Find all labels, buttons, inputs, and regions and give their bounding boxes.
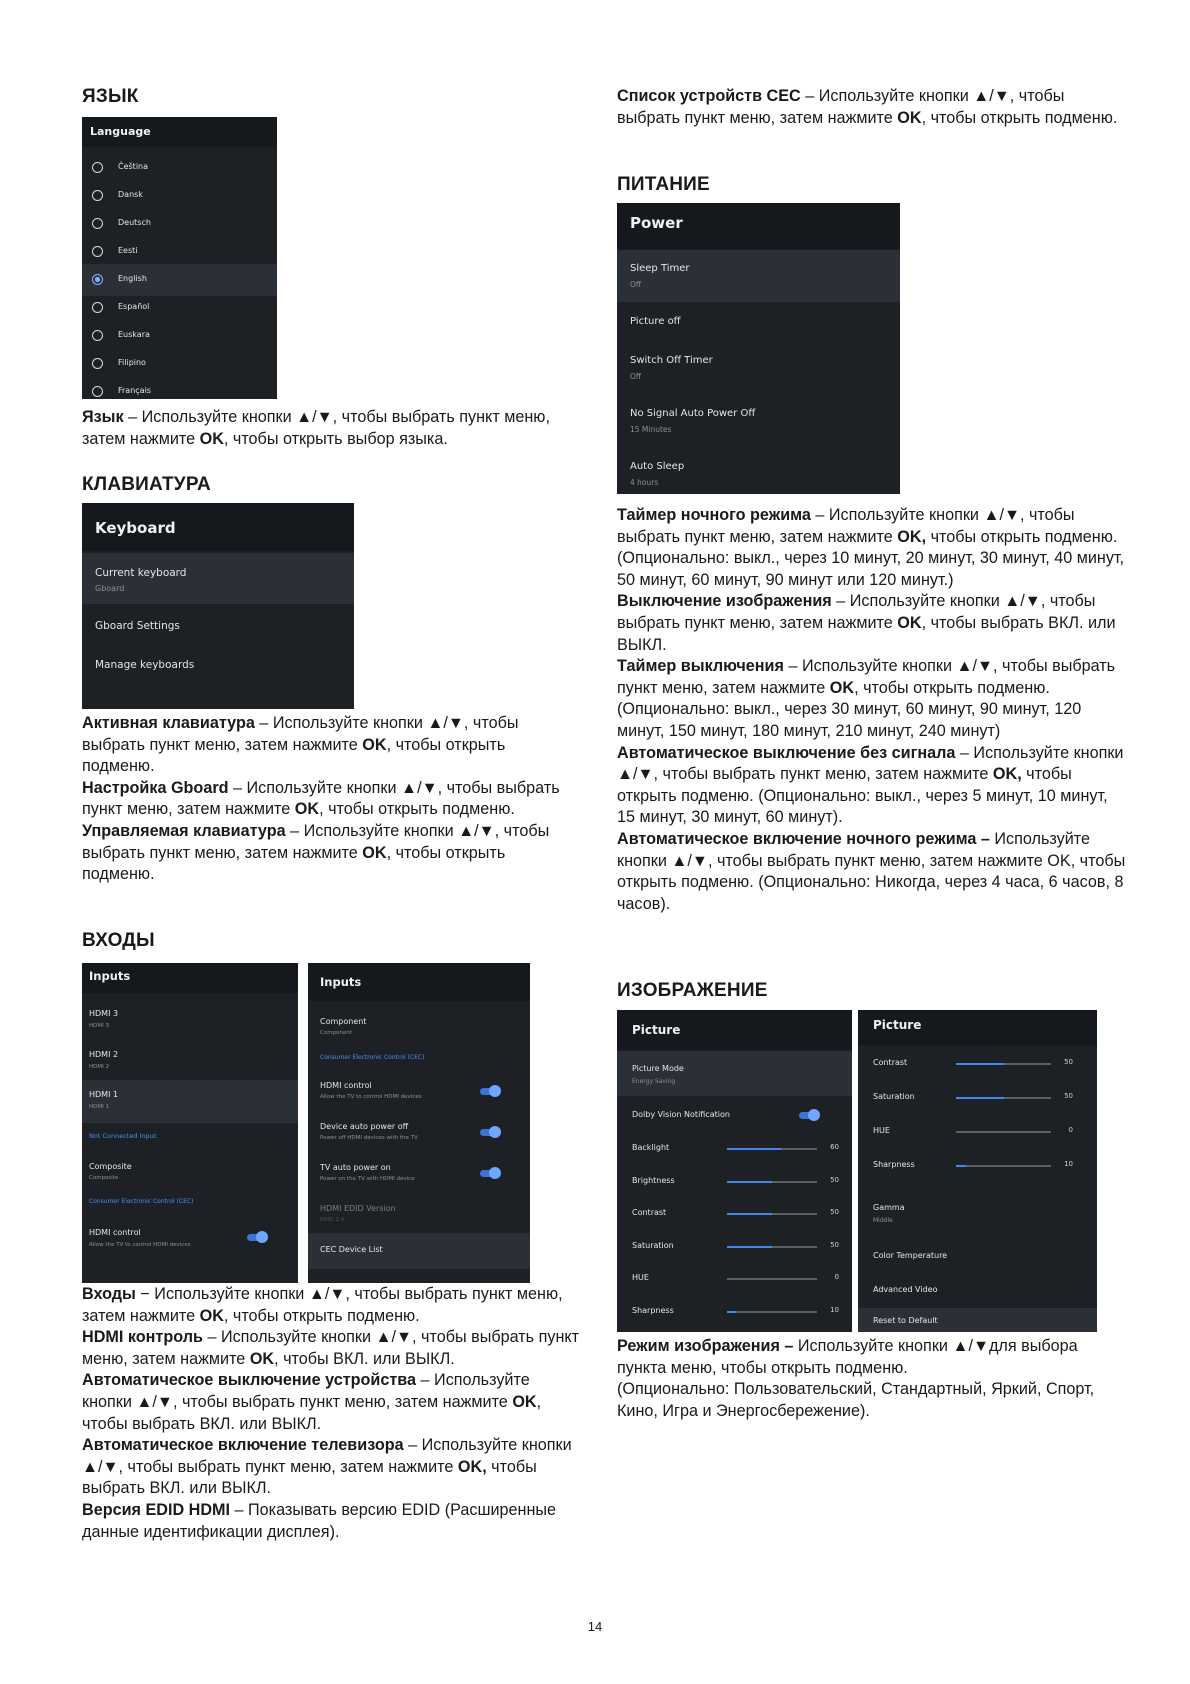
- toggle-switch[interactable]: [799, 1112, 817, 1119]
- language-option[interactable]: [82, 238, 277, 265]
- item-label: Composite: [89, 1162, 132, 1171]
- item-value: Off: [630, 280, 642, 289]
- term: Выключение изображения: [617, 592, 832, 611]
- item-label: HDMI control: [320, 1081, 372, 1090]
- term: Активная клавиатура: [82, 714, 255, 732]
- toggle-switch[interactable]: [480, 1129, 498, 1136]
- slider-value: 10: [1064, 1160, 1073, 1168]
- item-value: Middle: [873, 1217, 893, 1224]
- slider-label: Sharpness: [632, 1305, 674, 1315]
- text: , чтобы открыть подменю.: [223, 1306, 420, 1325]
- picture-description: [617, 1336, 1117, 1422]
- term: Версия EDID HDMI: [82, 1500, 231, 1519]
- paragraph: (Опционально: выкл., через 30 минут, 60 минут, 90 минут, 120 минут, 150 минут, 180 минут, 210 минут, 240 минут): [617, 700, 1082, 740]
- term: Список устройств CEC: [617, 87, 801, 105]
- language-label: Español: [118, 302, 150, 311]
- term: Автоматическое выключение устройства: [82, 1371, 417, 1390]
- language-option-selected[interactable]: [82, 264, 277, 296]
- paragraph: [82, 821, 580, 886]
- toggle-switch[interactable]: [480, 1088, 498, 1095]
- hdmi-control-toggle-row[interactable]: [82, 1222, 298, 1256]
- slider-row[interactable]: [617, 1265, 852, 1291]
- language-label: Euskara: [118, 330, 150, 339]
- item-value: HDMI 3: [89, 1023, 109, 1029]
- language-label: Filipino: [118, 358, 146, 367]
- item-label: Reset to Default: [873, 1316, 938, 1325]
- slider-label: Contrast: [632, 1208, 667, 1217]
- paragraph: [82, 1435, 582, 1500]
- item-label: Advanced Video: [873, 1285, 938, 1294]
- item-label: Sleep Timer: [630, 263, 690, 274]
- text: – Используйте кнопки ▲/▼, чтобы выбрать пункт меню, затем нажмите: [617, 506, 1075, 546]
- picture-off-item[interactable]: [617, 309, 900, 339]
- text: чтобы открыть подменю. (Опционально: выкл., через 5 минут, 10 минут, 15 минут, 30 минут, 60 минут).: [617, 765, 1108, 827]
- slider-fill: [727, 1246, 772, 1248]
- slider-track[interactable]: [727, 1311, 817, 1313]
- term: Таймер выключения: [617, 657, 784, 676]
- slider-value: 50: [830, 1175, 839, 1184]
- keyboard-description: [82, 713, 580, 886]
- inputs-screen-title: [308, 963, 530, 1001]
- slider-track[interactable]: [727, 1246, 817, 1248]
- radio-icon: [92, 218, 103, 229]
- paragraph: [82, 778, 580, 821]
- term: OK: [897, 613, 922, 632]
- toggle-switch[interactable]: [480, 1170, 498, 1177]
- item-value: Gboard: [95, 584, 125, 593]
- text: , чтобы ВКЛ. или ВЫКЛ.: [274, 1349, 455, 1368]
- current-keyboard-item[interactable]: [82, 553, 354, 604]
- language-option[interactable]: [82, 350, 277, 377]
- device-auto-power-off-row[interactable]: [308, 1116, 530, 1150]
- slider-fill: [956, 1063, 1004, 1065]
- gamma-item[interactable]: [858, 1197, 1097, 1231]
- item-label: Picture Mode: [632, 1064, 684, 1073]
- language-title: Language: [90, 125, 151, 138]
- slider-label: Brightness: [632, 1175, 675, 1185]
- slider-fill: [727, 1148, 781, 1150]
- text: – Используйте кнопки ▲/▼, чтобы выбрать пункт меню, затем нажмите: [82, 821, 550, 862]
- power-title: Power: [630, 214, 683, 232]
- item-label: No Signal Auto Power Off: [630, 408, 756, 419]
- item-value: EDID 1.4: [320, 1217, 345, 1223]
- item-label: HDMI 3: [89, 1009, 119, 1018]
- slider-fill: [727, 1181, 772, 1183]
- cec-list-description: [617, 86, 1127, 129]
- text: – Используйте кнопки ▲/▼, чтобы выбрать пункт меню, затем нажмите: [617, 87, 1065, 127]
- picture-screen-1: [617, 1010, 852, 1332]
- dolby-vision-notification-row[interactable]: [617, 1102, 852, 1132]
- paragraph: [617, 591, 1129, 656]
- color-temperature-item[interactable]: [858, 1246, 1097, 1268]
- inputs-screen-1: [82, 963, 298, 1283]
- text: Используйте кнопки ▲/▼, чтобы выбрать пункт меню, затем нажмите OK, чтобы открыть подменю. (Опционально: Никогда, через 4 часа, 6 часов, 8 часов).: [617, 829, 1126, 913]
- slider-value: 50: [1064, 1092, 1073, 1100]
- text: – Используйте кнопки ▲/▼, чтобы выбрать пункт меню, затем нажмите: [617, 657, 1116, 697]
- reset-to-default-item[interactable]: [858, 1308, 1097, 1332]
- cec-device-list-item[interactable]: [308, 1233, 530, 1269]
- slider-label: Contrast: [873, 1058, 908, 1067]
- text: – Используйте кнопки ▲/▼, чтобы выбрать пункт меню, затем нажмите: [82, 408, 550, 448]
- input-hdmi1[interactable]: [82, 1080, 298, 1123]
- picture-title: Picture: [873, 1018, 922, 1032]
- toggle-switch[interactable]: [247, 1234, 265, 1241]
- page-number: 14: [587, 1619, 603, 1634]
- item-label: Switch Off Timer: [630, 355, 713, 366]
- term: HDMI контроль: [82, 1328, 203, 1347]
- term: Автоматическое включение телевизора: [82, 1436, 404, 1455]
- power-screen-title: [617, 203, 900, 249]
- language-option[interactable]: [82, 378, 277, 399]
- slider-track[interactable]: [727, 1278, 817, 1280]
- keyboard-screen: [82, 503, 354, 709]
- section-header: Consumer Electronic Control (CEC): [89, 1198, 194, 1205]
- slider-track[interactable]: [956, 1131, 1051, 1133]
- radio-icon: [92, 386, 103, 397]
- text: – Используйте кнопки ▲/▼, чтобы выбрать пункт меню, затем нажмите: [82, 778, 560, 819]
- radio-icon: [92, 330, 103, 341]
- inputs-title: Inputs: [320, 975, 362, 989]
- picture-screen-2: [858, 1010, 1097, 1332]
- paragraph: [617, 829, 1129, 915]
- language-screen-title: [82, 117, 277, 147]
- manage-keyboards-item[interactable]: [82, 651, 354, 681]
- item-label: HDMI control: [89, 1228, 141, 1237]
- item-label: Current keyboard: [95, 567, 187, 579]
- paragraph: (Опционально: Пользовательский, Стандартный, Яркий, Спорт, Кино, Игра и Энергосбережение).: [617, 1380, 1095, 1420]
- text: – Используйте кнопки ▲/▼, чтобы выбрать пункт меню, затем нажмите: [617, 743, 1124, 784]
- item-label: HDMI EDID Version: [320, 1204, 396, 1213]
- text: , чтобы открыть подменю.: [854, 678, 1050, 697]
- slider-row[interactable]: [617, 1135, 852, 1161]
- paragraph: [82, 1284, 582, 1327]
- term: Входы: [82, 1285, 136, 1303]
- text: – Показывать версию EDID (Расширенные данные идентификации дисплея).: [82, 1500, 557, 1541]
- paragraph: [82, 1327, 582, 1370]
- slider-row[interactable]: [858, 1118, 1097, 1144]
- slider-label: Sharpness: [873, 1160, 915, 1169]
- term: Настройка Gboard: [82, 778, 229, 797]
- keyboard-screen-title: [82, 503, 354, 551]
- term: Таймер ночного режима: [617, 506, 811, 524]
- radio-icon: [92, 162, 103, 173]
- term: OK: [199, 429, 224, 448]
- term: OK: [294, 800, 320, 819]
- item-value: HDMI 1: [89, 1104, 109, 1110]
- term: Автоматическое выключение без сигнала: [617, 743, 956, 762]
- term: OK: [512, 1392, 537, 1411]
- paragraph: [82, 1370, 582, 1435]
- slider-value: 50: [1064, 1058, 1073, 1066]
- item-label: Auto Sleep: [630, 461, 685, 472]
- language-option[interactable]: [82, 210, 277, 237]
- term: Управляемая клавиатура: [82, 821, 286, 840]
- radio-selected-icon: [92, 274, 103, 285]
- term: OK: [362, 843, 387, 862]
- power-screen: [617, 203, 900, 494]
- language-label: English: [118, 274, 147, 283]
- term: OK: [362, 735, 387, 754]
- slider-track[interactable]: [956, 1097, 1051, 1099]
- picture-screen-title: [617, 1010, 852, 1050]
- picture-heading: ИЗОБРАЖЕНИЕ: [617, 980, 768, 1001]
- text: − Используйте кнопки ▲/▼, чтобы выбрать пункт меню, затем нажмите: [82, 1285, 563, 1325]
- slider-label: HUE: [873, 1126, 890, 1135]
- item-label: Device auto power off: [320, 1122, 409, 1131]
- picture-title: Picture: [632, 1023, 681, 1037]
- item-label: Picture off: [630, 316, 681, 327]
- text: , чтобы выбрать ВКЛ. или ВЫКЛ.: [617, 613, 1116, 654]
- input-component[interactable]: [308, 1011, 530, 1045]
- text: , чтобы открыть выбор языка.: [223, 429, 448, 448]
- radio-icon: [92, 190, 103, 201]
- slider-track[interactable]: [956, 1063, 1051, 1065]
- language-label: Français: [118, 386, 151, 395]
- item-label: TV auto power on: [320, 1163, 391, 1172]
- section-header: Not Connected Input: [89, 1132, 157, 1140]
- radio-icon: [92, 246, 103, 257]
- paragraph: [617, 656, 1129, 699]
- sleep-timer-item[interactable]: [617, 250, 900, 302]
- slider-row[interactable]: [617, 1298, 852, 1324]
- slider-label: Saturation: [632, 1240, 674, 1250]
- language-screen: [82, 117, 277, 399]
- slider-value: 50: [830, 1208, 839, 1216]
- text: , чтобы выбрать ВКЛ. или ВЫКЛ.: [82, 1392, 542, 1433]
- picture-mode-item[interactable]: [617, 1051, 852, 1096]
- language-label: Eesti: [118, 246, 138, 255]
- item-value: Composite: [89, 1175, 119, 1181]
- item-label: CEC Device List: [320, 1245, 383, 1254]
- input-hdmi3[interactable]: [82, 1003, 298, 1039]
- item-label: Manage keyboards: [95, 659, 195, 671]
- text: , чтобы открыть подменю.: [921, 108, 1118, 127]
- auto-sleep-item[interactable]: [617, 454, 900, 494]
- paragraph: [617, 1336, 1117, 1379]
- inputs-screen-title: [82, 963, 298, 993]
- paragraph: [82, 1500, 582, 1543]
- text: – Используйте кнопки ▲/▼, чтобы выбрать пункт меню, затем нажмите: [82, 714, 519, 754]
- tv-auto-power-on-row[interactable]: [308, 1157, 530, 1191]
- item-label: Component: [320, 1017, 367, 1026]
- slider-row[interactable]: [617, 1233, 852, 1259]
- slider-fill: [956, 1165, 966, 1167]
- item-label: HDMI 1: [89, 1090, 119, 1099]
- section-header: Consumer Electronic Control (CEC): [320, 1054, 425, 1061]
- language-option[interactable]: [82, 182, 277, 209]
- slider-value: 60: [830, 1143, 839, 1151]
- slider-row[interactable]: [858, 1084, 1097, 1110]
- term: OK: [249, 1349, 275, 1368]
- item-value: Power off HDMI devices with the TV: [320, 1135, 418, 1141]
- term: OK: [199, 1306, 224, 1325]
- text: , чтобы открыть подменю.: [82, 735, 506, 776]
- inputs-screen-2: [308, 963, 530, 1283]
- term: Язык: [82, 408, 124, 426]
- language-option[interactable]: [82, 322, 277, 349]
- slider-label: Backlight: [632, 1143, 670, 1152]
- item-label: Gboard Settings: [95, 620, 180, 632]
- inputs-description: [82, 1284, 582, 1543]
- item-value: Allow the TV to control HDMI devices: [89, 1242, 191, 1248]
- hdmi-control-toggle-row[interactable]: [308, 1075, 530, 1109]
- power-description: [617, 505, 1129, 915]
- language-option[interactable]: [82, 294, 277, 321]
- language-description: [82, 407, 572, 450]
- text: , чтобы открыть подменю.: [319, 800, 515, 819]
- inputs-title: Inputs: [89, 969, 131, 983]
- gboard-settings-item[interactable]: [82, 613, 354, 643]
- text: – Используйте кнопки ▲/▼, чтобы выбрать пункт меню, затем нажмите: [82, 1328, 580, 1368]
- slider-track[interactable]: [727, 1181, 817, 1183]
- slider-value: 0: [834, 1273, 839, 1281]
- language-label: Deutsch: [118, 218, 151, 227]
- hdmi-edid-version-row: [308, 1198, 530, 1232]
- switch-off-timer-item[interactable]: [617, 348, 900, 394]
- slider-track[interactable]: [727, 1213, 817, 1215]
- item-label: Gamma: [873, 1203, 905, 1212]
- term: OK,: [992, 765, 1022, 784]
- item-value: 15 Minutes: [630, 425, 672, 434]
- keyboard-title: Keyboard: [95, 519, 176, 537]
- slider-label: HUE: [632, 1273, 649, 1282]
- slider-label: Saturation: [873, 1092, 915, 1101]
- term: OK,: [897, 527, 927, 546]
- item-value: HDMI 2: [89, 1064, 109, 1070]
- item-label: Color Temperature: [873, 1251, 948, 1260]
- slider-fill: [727, 1213, 772, 1215]
- text: чтобы открыть подменю.: [926, 527, 1118, 546]
- slider-value: 50: [830, 1240, 839, 1249]
- term: OK: [829, 678, 855, 697]
- text: – Используйте кнопки ▲/▼, чтобы выбрать пункт меню, затем нажмите: [617, 592, 1096, 632]
- inputs-heading: ВХОДЫ: [82, 930, 155, 951]
- term: Режим изображения –: [617, 1337, 794, 1355]
- slider-value: 10: [830, 1305, 839, 1314]
- term: OK: [897, 108, 922, 127]
- slider-track[interactable]: [956, 1165, 1051, 1167]
- slider-row[interactable]: [617, 1200, 852, 1226]
- slider-row[interactable]: [858, 1152, 1097, 1178]
- picture-screen-title: [858, 1010, 1097, 1045]
- item-value: Component: [320, 1030, 352, 1036]
- item-label: HDMI 2: [89, 1050, 119, 1059]
- text: – Используйте кнопки ▲/▼, чтобы выбрать пункт меню, затем нажмите: [82, 1436, 572, 1476]
- slider-track[interactable]: [727, 1148, 817, 1150]
- input-hdmi2[interactable]: [82, 1044, 298, 1080]
- language-option[interactable]: [82, 154, 277, 181]
- paragraph: [617, 505, 1129, 548]
- text: чтобы выбрать ВКЛ. или ВЫКЛ.: [82, 1457, 537, 1498]
- item-label: Dolby Vision Notification: [632, 1110, 730, 1119]
- term: Автоматическое включение ночного режима –: [617, 829, 990, 848]
- input-composite[interactable]: [82, 1156, 298, 1190]
- item-value: 4 hours: [630, 478, 659, 487]
- text: Используйте кнопки ▲/▼для выбора пункта меню, чтобы открыть подменю.: [617, 1337, 1078, 1377]
- slider-fill: [956, 1097, 1004, 1099]
- text: – Используйте кнопки ▲/▼, чтобы выбрать пункт меню, затем нажмите: [82, 1371, 530, 1411]
- radio-icon: [92, 302, 103, 313]
- advanced-video-item[interactable]: [858, 1280, 1097, 1302]
- language-heading: ЯЗЫК: [82, 86, 139, 107]
- radio-icon: [92, 358, 103, 369]
- power-heading: ПИТАНИЕ: [617, 174, 710, 195]
- no-signal-auto-power-off-item[interactable]: [617, 401, 900, 447]
- paragraph: [82, 713, 580, 778]
- item-value: Off: [630, 372, 642, 381]
- slider-value: 0: [1068, 1126, 1073, 1134]
- paragraph: (Опционально: выкл., через 10 минут, 20 минут, 30 минут, 40 минут, 50 минут, 60 минут, 90 минут или 120 минут.): [617, 549, 1125, 589]
- item-value: Energy Saving: [632, 1078, 676, 1085]
- slider-row[interactable]: [617, 1168, 852, 1194]
- text: , чтобы открыть подменю.: [82, 843, 506, 884]
- language-label: Dansk: [118, 190, 143, 199]
- item-value: Power on the TV with HDMI device: [320, 1176, 415, 1182]
- keyboard-heading: КЛАВИАТУРА: [82, 474, 211, 495]
- language-label: Čeština: [118, 162, 149, 171]
- paragraph: [617, 743, 1129, 829]
- slider-row[interactable]: [858, 1050, 1097, 1076]
- slider-fill: [727, 1311, 736, 1313]
- term: OK,: [457, 1457, 487, 1476]
- item-value: Allow the TV to control HDMI devices: [320, 1094, 422, 1100]
